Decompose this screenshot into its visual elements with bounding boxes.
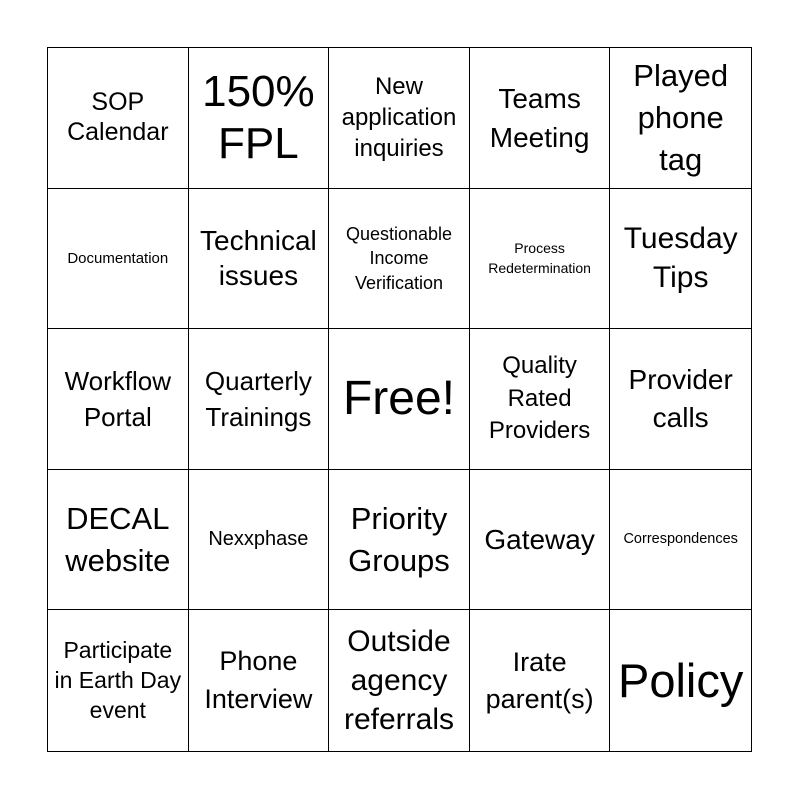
cell-label: Correspondences [623,531,738,548]
cell-label: Participate in Earth Day event [54,636,182,723]
cell-label: Technical issues [200,225,317,292]
cell-label: Quality Rated Providers [488,352,591,445]
cell-label: Irate parent(s) [485,647,594,714]
free-space-label: Free! [342,371,455,425]
bingo-cell-decal-website[interactable] [48,470,189,611]
cell-label: Documentation [67,249,169,267]
bingo-cell-new-application-inquiries[interactable] [329,48,470,189]
cell-label: Provider calls [628,364,733,433]
cell-label: SOP Calendar [67,88,169,146]
bingo-cell-participate-in-earth-day-event[interactable] [48,610,189,751]
cell-label: Played phone tag [633,58,729,177]
cell-label: Teams Meeting [489,82,590,153]
bingo-cell-gateway[interactable] [470,470,611,611]
bingo-cell-sop-calendar[interactable] [48,48,189,189]
bingo-board [47,47,752,752]
cell-label: Gateway [484,524,595,556]
bingo-cell-nexxphase[interactable] [189,470,330,611]
bingo-cell-outside-agency-referrals[interactable] [329,610,470,751]
cell-label: Priority Groups [348,500,450,578]
cell-label: Process Redetermination [488,240,591,277]
cell-label: Questionable Income Verification [345,223,453,293]
bingo-cell-correspondences[interactable] [610,470,751,611]
cell-label: Nexxphase [208,527,309,550]
cell-label: Outside agency referrals [343,625,454,737]
bingo-cell-documentation[interactable] [48,189,189,330]
bingo-cell-played-phone-tag[interactable] [610,48,751,189]
cell-label: Workflow Portal [64,365,172,432]
bingo-cell-process-redetermination[interactable] [470,189,611,330]
bingo-cell-priority-groups[interactable] [329,470,470,611]
cell-label: Tuesday Tips [623,222,738,295]
bingo-cell-quality-rated-providers[interactable] [470,329,611,470]
bingo-cell-phone-interview[interactable] [189,610,330,751]
cell-label: Quarterly Trainings [204,365,312,432]
bingo-cell-questionable-income-verification[interactable] [329,189,470,330]
bingo-cell-irate-parents[interactable] [470,610,611,751]
cell-label: Policy [618,653,744,707]
bingo-cell-quarterly-trainings[interactable] [189,329,330,470]
bingo-cell-workflow-portal[interactable] [48,329,189,470]
cell-label: DECAL website [65,500,171,578]
cell-label: Phone Interview [204,645,313,714]
bingo-cell-free[interactable] [329,329,470,470]
bingo-cell-150-fpl[interactable] [189,48,330,189]
bingo-cell-technical-issues[interactable] [189,189,330,330]
bingo-cell-tuesday-tips[interactable] [610,189,751,330]
bingo-cell-policy[interactable] [610,610,751,751]
bingo-cell-teams-meeting[interactable] [470,48,611,189]
bingo-cell-provider-calls[interactable] [610,329,751,470]
cell-label: New application inquiries [341,73,457,163]
cell-label: 150% FPL [202,66,315,168]
